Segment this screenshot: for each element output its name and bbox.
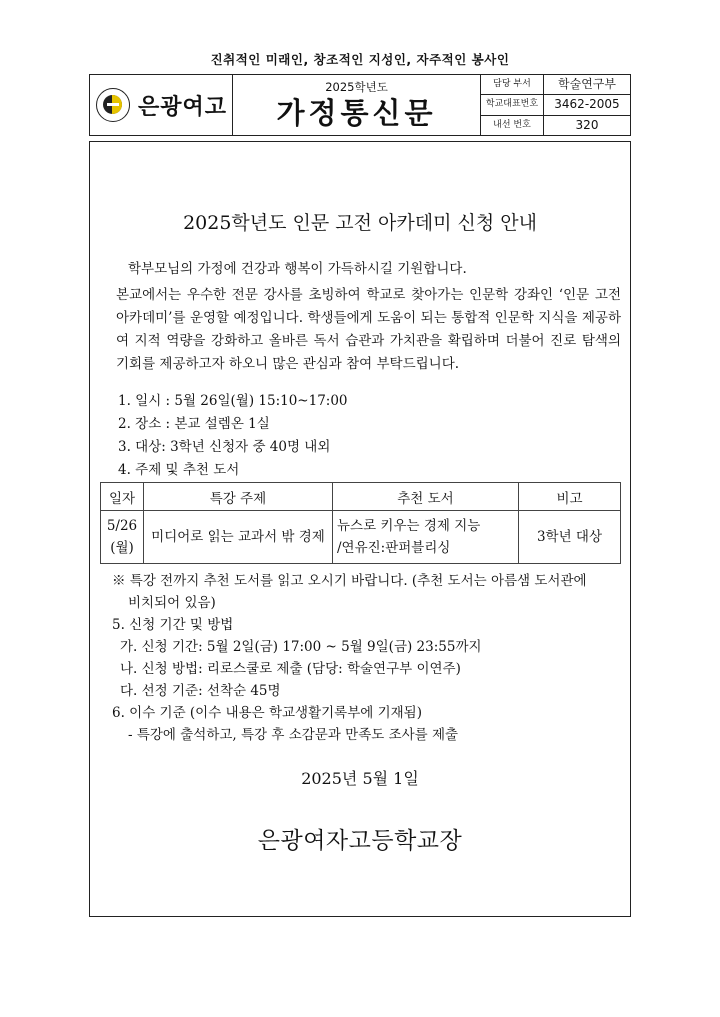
info-value: 학술연구부 <box>558 77 616 91</box>
table-row <box>101 511 621 564</box>
date-line1: 5/26 <box>106 518 138 534</box>
info-row-phone <box>481 95 630 115</box>
info-value: 3462-2005 <box>554 97 620 112</box>
item-target: 3. 대상: 3학년 신청자 중 40명 내외 <box>118 439 331 455</box>
book-line1: 뉴스로 키우는 경제 지능 <box>337 518 481 534</box>
cell-date <box>101 511 144 564</box>
header-date: 일자 <box>101 483 144 511</box>
cell-book <box>333 511 519 564</box>
contact-info-table <box>481 75 630 135</box>
reading-note-line2: 비치되어 있음) <box>128 595 216 611</box>
cell-note: 3학년 대상 <box>519 511 621 564</box>
completion-detail: - 특강에 출석하고, 특강 후 소감문과 만족도 조사를 제출 <box>128 727 459 743</box>
issue-date: 2025년 5월 1일 <box>301 769 419 788</box>
info-label: 내선 번호 <box>481 116 544 135</box>
section-application: 5. 신청 기간 및 방법 <box>112 617 234 633</box>
principal-signature: 은광여자고등학교장 <box>257 828 463 854</box>
application-method: 나. 신청 방법: 리로스쿨로 제출 (담당: 학술연구부 이연주) <box>120 661 461 677</box>
item-topic-heading: 4. 주제 및 추천 도서 <box>118 462 240 478</box>
info-label: 학교대표번호 <box>481 95 544 114</box>
school-motto: 진취적인 미래인, 창조적인 지성인, 자주적인 봉사인 <box>210 52 510 67</box>
info-row-department <box>481 75 630 95</box>
school-year: 2025학년도 <box>325 80 388 94</box>
lecture-table <box>100 482 621 564</box>
info-label: 담당 부서 <box>481 75 544 94</box>
header-topic: 특강 주제 <box>144 483 333 511</box>
info-value: 320 <box>575 117 599 132</box>
table-header-row <box>101 483 621 511</box>
book-line2: /연유진:판퍼블리싱 <box>337 540 451 556</box>
item-location: 2. 장소 : 본교 설렘온 1실 <box>118 416 270 432</box>
header-book: 추천 도서 <box>333 483 519 511</box>
school-block <box>90 75 233 135</box>
document-type-title: 가정통신문 <box>276 96 437 130</box>
school-name: 은광여고 <box>138 94 228 120</box>
application-period: 가. 신청 기간: 5월 2일(금) 17:00 ~ 5월 9일(금) 23:55까지 <box>120 639 482 655</box>
reading-note-line1: ※ 특강 전까지 추천 도서를 읽고 오시기 바랍니다. (추천 도서는 아름샘 도서관에 <box>112 573 587 589</box>
notice-title: 2025학년도 인문 고전 아카데미 신청 안내 <box>183 212 537 234</box>
intro-paragraph: 본교에서는 우수한 전문 강사를 초빙하여 학교로 찾아가는 인문학 강좌인 ‘인문 고전 아카데미’를 운영할 예정입니다. 학생들에게 도움이 되는 통합적 인문학 지식을 제공하여 지적 역량을 강화하고 올바른 독서 습관과 가치관을 확립하며 더불어 진로 탐색의 기회를 제공하고자 하오니 많은 관심과 참여 부탁드립니다. <box>116 287 621 372</box>
selection-criteria: 다. 선정 기준: 선착순 45명 <box>120 683 281 699</box>
info-row-extension <box>481 116 630 135</box>
section-completion: 6. 이수 기준 (이수 내용은 학교생활기록부에 기재됨) <box>112 705 422 721</box>
letter-header <box>89 74 631 136</box>
title-block <box>233 75 481 135</box>
school-emblem-icon <box>96 88 130 122</box>
item-datetime: 1. 일시 : 5월 26일(월) 15:10~17:00 <box>118 393 348 409</box>
greeting-text: 학부모님의 가정에 건강과 행복이 가득하시길 기원합니다. <box>128 261 467 277</box>
cell-topic: 미디어로 읽는 교과서 밖 경제 <box>144 511 333 564</box>
date-line2: (월) <box>110 540 134 556</box>
header-note: 비고 <box>519 483 621 511</box>
